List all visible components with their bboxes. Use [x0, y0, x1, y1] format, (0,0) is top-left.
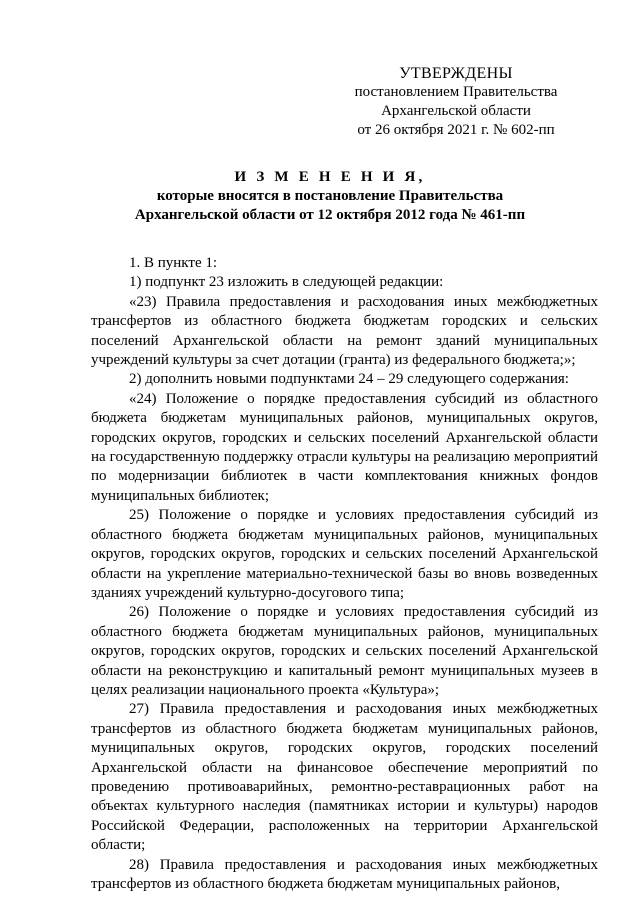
title-line-1: которые вносятся в постановление Правительства — [156, 188, 504, 204]
paragraph-item-1: 1. В пункте 1: — [129, 255, 218, 271]
paragraph-subitem-1: 1) подпункт 23 изложить в следующей редакции: — [129, 274, 444, 291]
paragraph-27: 27) Правила предоставления и расходования иных межбюджетных трансфертов из областного бюджета бюджетам муниципальных районов, муниципальных округов, городских округов, городских поселений Архангельской области на финансовое обеспечение мероприятий по проведению противоаварийных, ремонтно-реставрационных работ на объектах культурного наследия (памятниках истории и культуры) народов Российской Федерации, расположенных на территории Архангельской области; — [91, 701, 598, 854]
approval-heading: УТВЕРЖДЕНЫ — [399, 65, 513, 82]
approval-line-2: Архангельской области — [381, 103, 531, 119]
title-main: И З М Е Н Е Н И Я, — [234, 169, 426, 185]
approval-line-3: от 26 октября 2021 г. № 602-пп — [357, 122, 555, 138]
title-line-2: Архангельской области от 12 октября 2012 года № 461-пп — [134, 207, 526, 223]
paragraph-26: 26) Положение о порядке и условиях предоставления субсидий из областного бюджета бюджетам муниципальных районов, муниципальных округов, городских округов, городских и сельских поселений Архангельской области на реконструкцию и капитальный ремонт муниципальных музеев в целях реализации национального проекта «Культура»; — [91, 604, 598, 698]
approval-line-1: постановлением Правительства — [354, 84, 558, 100]
document-body — [91, 254, 598, 894]
paragraph-25: 25) Положение о порядке и условиях предоставления субсидий из областного бюджета бюджетам муниципальных районов, муниципальных округов, городских округов, городских и сельских поселений Архангельской области на укрепление материально-технической базы во вновь возведенных зданиях учреждений культурно-досугового типа; — [91, 507, 598, 601]
approval-stamp — [330, 64, 582, 140]
paragraph-23: «23) Правила предоставления и расходования иных межбюджетных трансфертов из областного бюджета бюджетам городских и сельских поселений Архангельской области на ремонт зданий муниципальных учреждений культуры за счет дотации (гранта) из федерального бюджета;»; — [91, 293, 598, 369]
paragraph-subitem-2: 2) дополнить новыми подпунктами 24 – 29 следующего содержания: — [129, 371, 569, 388]
document-title — [60, 168, 600, 225]
paragraph-24: «24) Положение о порядке предоставления субсидий из областного бюджета бюджетам муниципальных районов, муниципальных округов, городских округов, городских и сельских поселений Архангельской области на государственную поддержку отрасли культуры на реализацию мероприятий по модернизации библиотек в части комплектования книжных фондов муниципальных библиотек; — [91, 390, 598, 504]
paragraph-28: 28) Правила предоставления и расходования иных межбюджетных трансфертов из областного бюджета бюджетам муниципальных районов, — [91, 856, 598, 892]
